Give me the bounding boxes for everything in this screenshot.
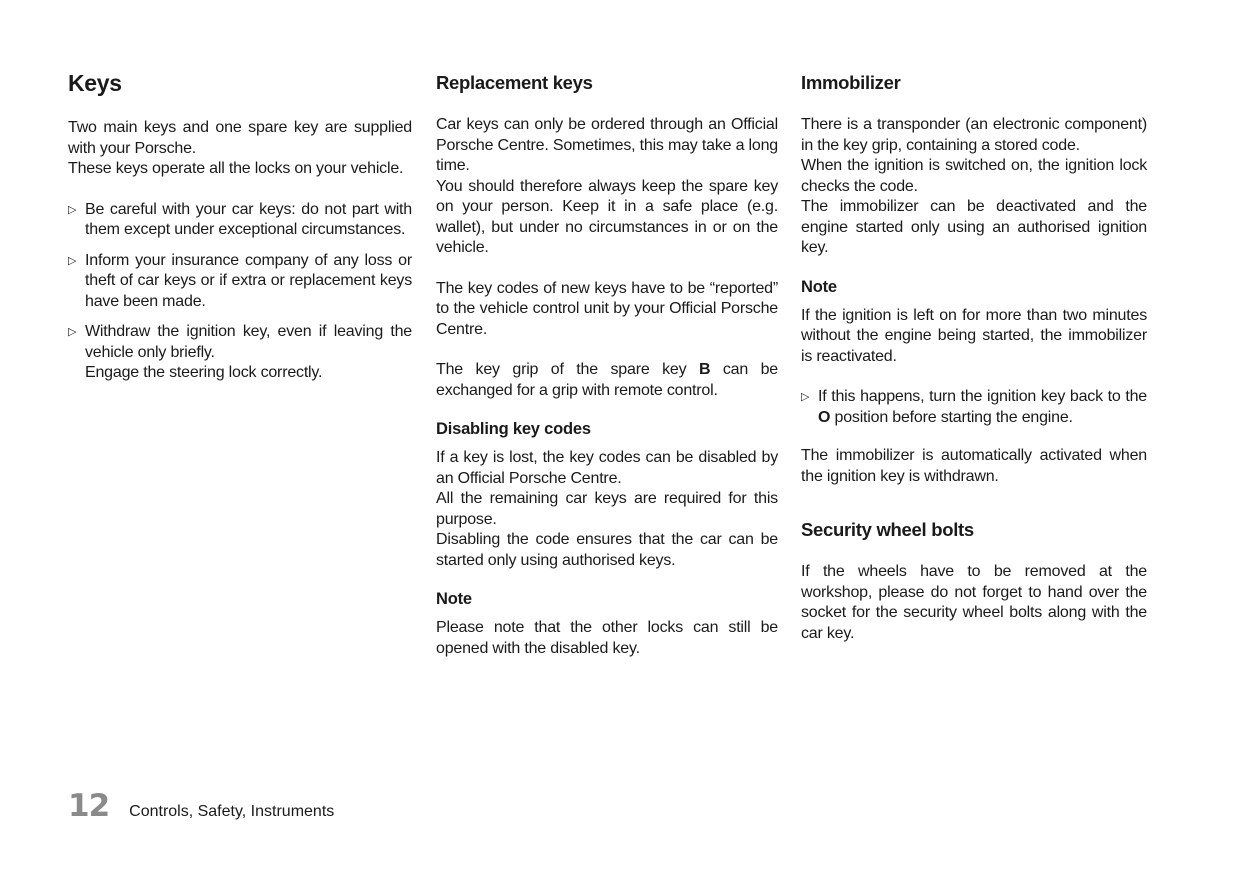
- immobilizer-bullet-list: [801, 387, 1147, 428]
- list-item: [68, 322, 412, 384]
- column-keys: [68, 66, 412, 394]
- heading-note: Note: [801, 277, 837, 296]
- replacement-paragraph-1: Car keys can only be ordered through an Official Porsche Centre. Sometimes, this may take a long time.: [436, 116, 778, 174]
- keys-paragraph-2: These keys operate all the locks on your vehicle.: [68, 160, 404, 177]
- keys-paragraph-1: Two main keys and one spare key are supplied with your Porsche.: [68, 119, 412, 157]
- column-immobilizer: [801, 66, 1147, 644]
- bullet-text: Inform your insurance company of any loss or theft of car keys or if extra or replacement keys have been made.: [85, 251, 412, 310]
- disabling-paragraph-2: All the remaining car keys are required for this purpose.: [436, 490, 778, 528]
- heading-disabling-key-codes: Disabling key codes: [436, 420, 591, 438]
- triangle-right-icon: ▷: [68, 203, 77, 216]
- column-replacement-keys: [436, 66, 778, 659]
- bullet-text-continued: Engage the steering lock correctly.: [85, 364, 323, 381]
- bullet-text: Be careful with your car keys: do not part with them except under exceptional circumstances.: [85, 200, 412, 238]
- list-item: [68, 251, 412, 313]
- immobilizer-paragraph-1: There is a transponder (an electronic component) in the key grip, containing a stored code.: [801, 116, 1147, 154]
- immobilizer-note-paragraph: If the ignition is left on for more than two minutes without the engine being started, the immobilizer is reactivated.: [801, 306, 1147, 365]
- keys-bullet-list: [68, 200, 412, 384]
- heading-security-wheel-bolts: Security wheel bolts: [801, 519, 974, 540]
- immobilizer-paragraph-3: The immobilizer can be deactivated and the engine started only using an authorised ignition key.: [801, 198, 1147, 256]
- heading-note: Note: [436, 590, 472, 608]
- heading-replacement-keys: Replacement keys: [436, 72, 593, 93]
- disabling-paragraph-1: If a key is lost, the key codes can be disabled by an Official Porsche Centre.: [436, 449, 778, 487]
- triangle-right-icon: ▷: [68, 254, 77, 267]
- heading-immobilizer: Immobilizer: [801, 72, 901, 93]
- page-footer: [68, 788, 334, 824]
- immobilizer-paragraph-4: The immobilizer is automatically activated when the ignition key is withdrawn.: [801, 447, 1147, 485]
- page-number: 12: [68, 788, 110, 824]
- replacement-paragraph-3: The key codes of new keys have to be “reported” to the vehicle control unit by your Official Porsche Centre.: [436, 279, 778, 338]
- immobilizer-paragraph-2: When the ignition is switched on, the ignition lock checks the code.: [801, 157, 1147, 195]
- note-paragraph: Please note that the other locks can still be opened with the disabled key.: [436, 619, 778, 657]
- chapter-title: Controls, Safety, Instruments: [129, 803, 335, 820]
- disabling-paragraph-3: Disabling the code ensures that the car can be started only using authorised keys.: [436, 531, 778, 569]
- ignition-position-label: O: [818, 408, 831, 426]
- spare-key-label: B: [698, 361, 711, 378]
- triangle-right-icon: ▷: [801, 391, 810, 403]
- triangle-right-icon: ▷: [68, 326, 77, 338]
- wheel-bolts-paragraph: If the wheels have to be removed at the workshop, please do not forget to hand over the socket for the security wheel bolts along with the car key.: [801, 563, 1147, 642]
- list-item: ▷ If this happens, turn the ignition key back to the O position before starting the engine.: [801, 388, 1147, 426]
- replacement-paragraph-2: You should therefore always keep the spare key on your person. Keep it in a safe place (e.g. wallet), but under no circumstances in or on the vehicle.: [436, 177, 778, 256]
- heading-keys: Keys: [68, 70, 122, 96]
- list-item: [68, 200, 412, 241]
- replacement-paragraph-4: The key grip of the spare key B can be exchanged for a grip with remote control.: [436, 361, 778, 399]
- bullet-text: Withdraw the ignition key, even if leaving the vehicle only briefly.: [85, 323, 412, 361]
